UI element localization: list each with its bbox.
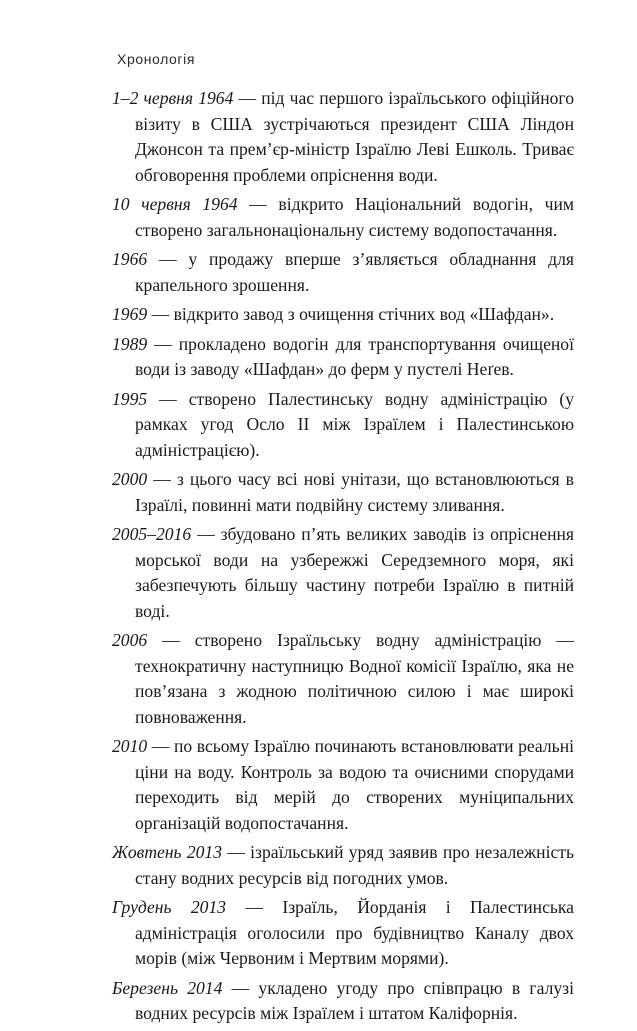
entry-date: 1969 xyxy=(112,304,148,324)
entry-date: 2005–2016 xyxy=(112,524,192,544)
entry-text: — під час першого ізраїльського офіційного візиту в США зустрічаються президент США Ліндон Джонсон та прем’єр-міністр Ізраїлю Леві Ешколь. Триває обговорення проблеми опріснення води. xyxy=(135,88,575,185)
entry-text: — ізраїльський уряд заявив про незалежність стану водних ресурсів від погодних умов. xyxy=(135,842,575,888)
entry-date: 2010 xyxy=(112,736,148,756)
entry-text: — Ізраїль, Йорданія і Палестинська адміністрація оголосили про будівництво Каналу двох морів (між Червоним і Мертвим морями). xyxy=(135,897,574,968)
chronology-entry xyxy=(112,976,574,1027)
chronology-entry xyxy=(112,734,574,836)
entry-text: — у продажу вперше з’являється обладнання для крапельного зрошення. xyxy=(135,249,574,295)
entry-text: — створено Ізраїльську водну адміністрацію — технократичну наступницю Водної комісії Ізраїлю, яка не пов’язана з жодною політичною силою і має широкі повноваження. xyxy=(135,630,574,727)
entry-date: Березень 2014 xyxy=(112,977,223,998)
entry-text: — укладено угоду про співпрацю в галузі водних ресурсів між Ізраїлем і штатом Каліфорнія. xyxy=(135,977,574,1023)
chronology-entry xyxy=(112,467,574,518)
running-header: Хронологія xyxy=(117,51,196,67)
chronology-entry xyxy=(112,332,574,383)
entry-date: 2006 xyxy=(112,630,148,650)
chronology-entry xyxy=(112,192,574,243)
entry-text: — з цього часу всі нові унітази, що встановлюються в Ізраїлі, повинні мати подвійну систему зливання. xyxy=(135,469,574,515)
entry-text: — збудовано п’ять великих заводів із опріснення морської води на узбережжі Середземного моря, які забезпечують більшу частину потреби Ізраїлю в питній воді. xyxy=(135,524,574,621)
entry-date: 1966 xyxy=(112,249,148,269)
chronology-entry xyxy=(112,387,574,464)
entry-date: 1989 xyxy=(112,333,148,354)
entry-text: — прокладено водогін для транспортування очищеної води із заводу «Шафдан» до ферм у пустелі Неґев. xyxy=(135,333,574,379)
chronology-entry xyxy=(112,628,574,730)
chronology-entry xyxy=(112,247,574,298)
entry-date: Грудень 2013 xyxy=(112,897,227,917)
entry-text: — по всьому Ізраїлю починають встановлювати реальні ціни на воду. Контроль за водою та очисними спорудами переходить від мерій до створених муніципальних організацій водопостачання. xyxy=(135,736,574,833)
entry-date: Жовтень 2013 xyxy=(112,842,223,862)
chronology-list xyxy=(112,86,574,1031)
entry-text: — відкрито завод з очищення стічних вод «Шафдан». xyxy=(147,304,555,324)
entry-text: — відкрито Національний водогін, чим створено загальнонаціональну систему водопостачання. xyxy=(135,194,574,240)
entry-date: 2000 xyxy=(112,469,148,489)
chronology-entry xyxy=(112,895,574,972)
chronology-entry xyxy=(112,302,574,328)
chronology-entry xyxy=(112,522,574,624)
chronology-entry xyxy=(112,840,574,891)
chronology-entry xyxy=(112,86,574,188)
entry-date: 10 червня 1964 xyxy=(112,194,238,214)
entry-text: — створено Палестинську водну адміністрацію (у рамках угод Осло II між Ізраїлем і Палестинською адміністрацією). xyxy=(135,388,574,460)
entry-date: 1995 xyxy=(112,388,148,409)
entry-date: 1–2 червня 1964 xyxy=(112,88,234,108)
